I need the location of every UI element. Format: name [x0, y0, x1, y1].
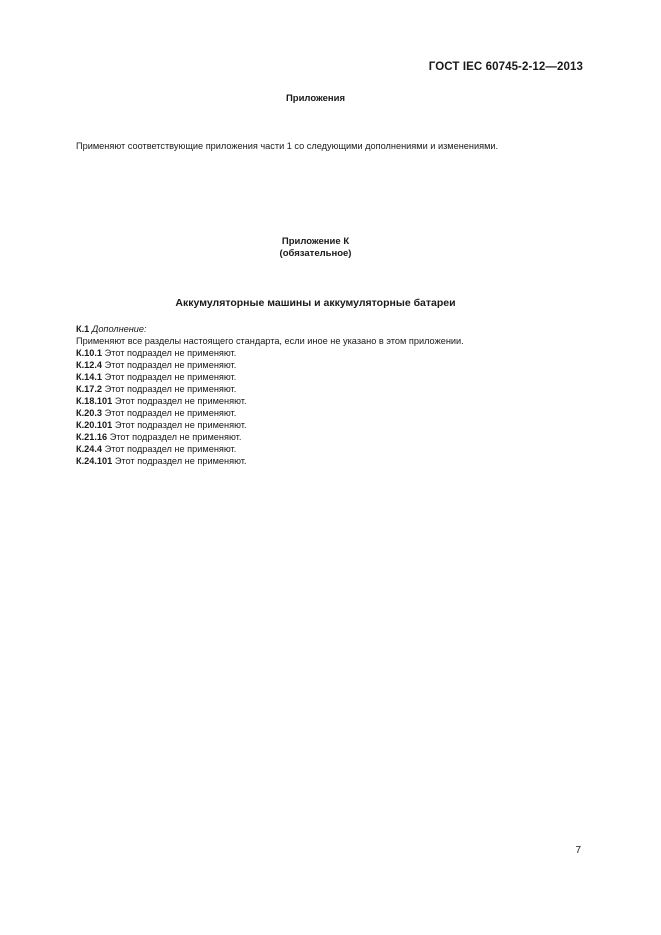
clause-number: К.1 [76, 324, 90, 334]
clause-number: К.24.4 [76, 444, 103, 454]
clause-text: Этот подраздел не применяют. [114, 456, 247, 466]
clause-text: Этот подраздел не применяют. [109, 432, 242, 442]
annex-title-block [0, 236, 631, 260]
clause-item [76, 359, 576, 371]
clause-text: Этот подраздел не применяют. [104, 408, 237, 418]
clause-number: К.24.101 [76, 456, 113, 466]
document-code: ГОСТ IEC 60745-2-12—2013 [428, 61, 583, 73]
appendices-intro: Применяют соответствующие приложения части 1 со следующими дополнениями и изменениями. [76, 141, 499, 151]
annex-title: Приложение К [281, 236, 350, 247]
clause-item [76, 407, 576, 419]
clause-list [76, 323, 576, 467]
clause-number: К.18.101 [76, 396, 113, 406]
clause-number: К.17.2 [76, 384, 103, 394]
clause-item [76, 455, 576, 467]
clause-text: Этот подраздел не применяют. [104, 372, 237, 382]
page-number: 7 [575, 845, 581, 856]
clause-item [76, 431, 576, 443]
clause-label: Дополнение: [91, 324, 147, 334]
clause-item [76, 395, 576, 407]
appendices-title: Приложения [285, 93, 346, 104]
clause-item [76, 383, 576, 395]
clause-text: Этот подраздел не применяют. [104, 384, 237, 394]
clause-text: Этот подраздел не применяют. [104, 348, 237, 358]
clause-k1-text: Применяют все разделы настоящего стандарта, если иное не указано в этом приложении. [76, 336, 464, 346]
clause-text: Этот подраздел не применяют. [114, 420, 247, 430]
clause-text: Этот подраздел не применяют. [104, 444, 237, 454]
clause-number: К.14.1 [76, 372, 103, 382]
clause-text: Этот подраздел не применяют. [104, 360, 237, 370]
annex-status: (обязательное) [279, 248, 352, 259]
clause-number: К.12.4 [76, 360, 103, 370]
clause-number: К.10.1 [76, 348, 103, 358]
clause-item [76, 347, 576, 359]
clause-k1 [76, 323, 576, 335]
clause-number: К.21.16 [76, 432, 108, 442]
clause-item [76, 419, 576, 431]
annex-heading: Аккумуляторные машины и аккумуляторные батареи [175, 297, 456, 309]
clause-item [76, 443, 576, 455]
clause-number: К.20.101 [76, 420, 113, 430]
clause-item [76, 371, 576, 383]
clause-number: К.20.3 [76, 408, 103, 418]
clause-text: Этот подраздел не применяют. [114, 396, 247, 406]
